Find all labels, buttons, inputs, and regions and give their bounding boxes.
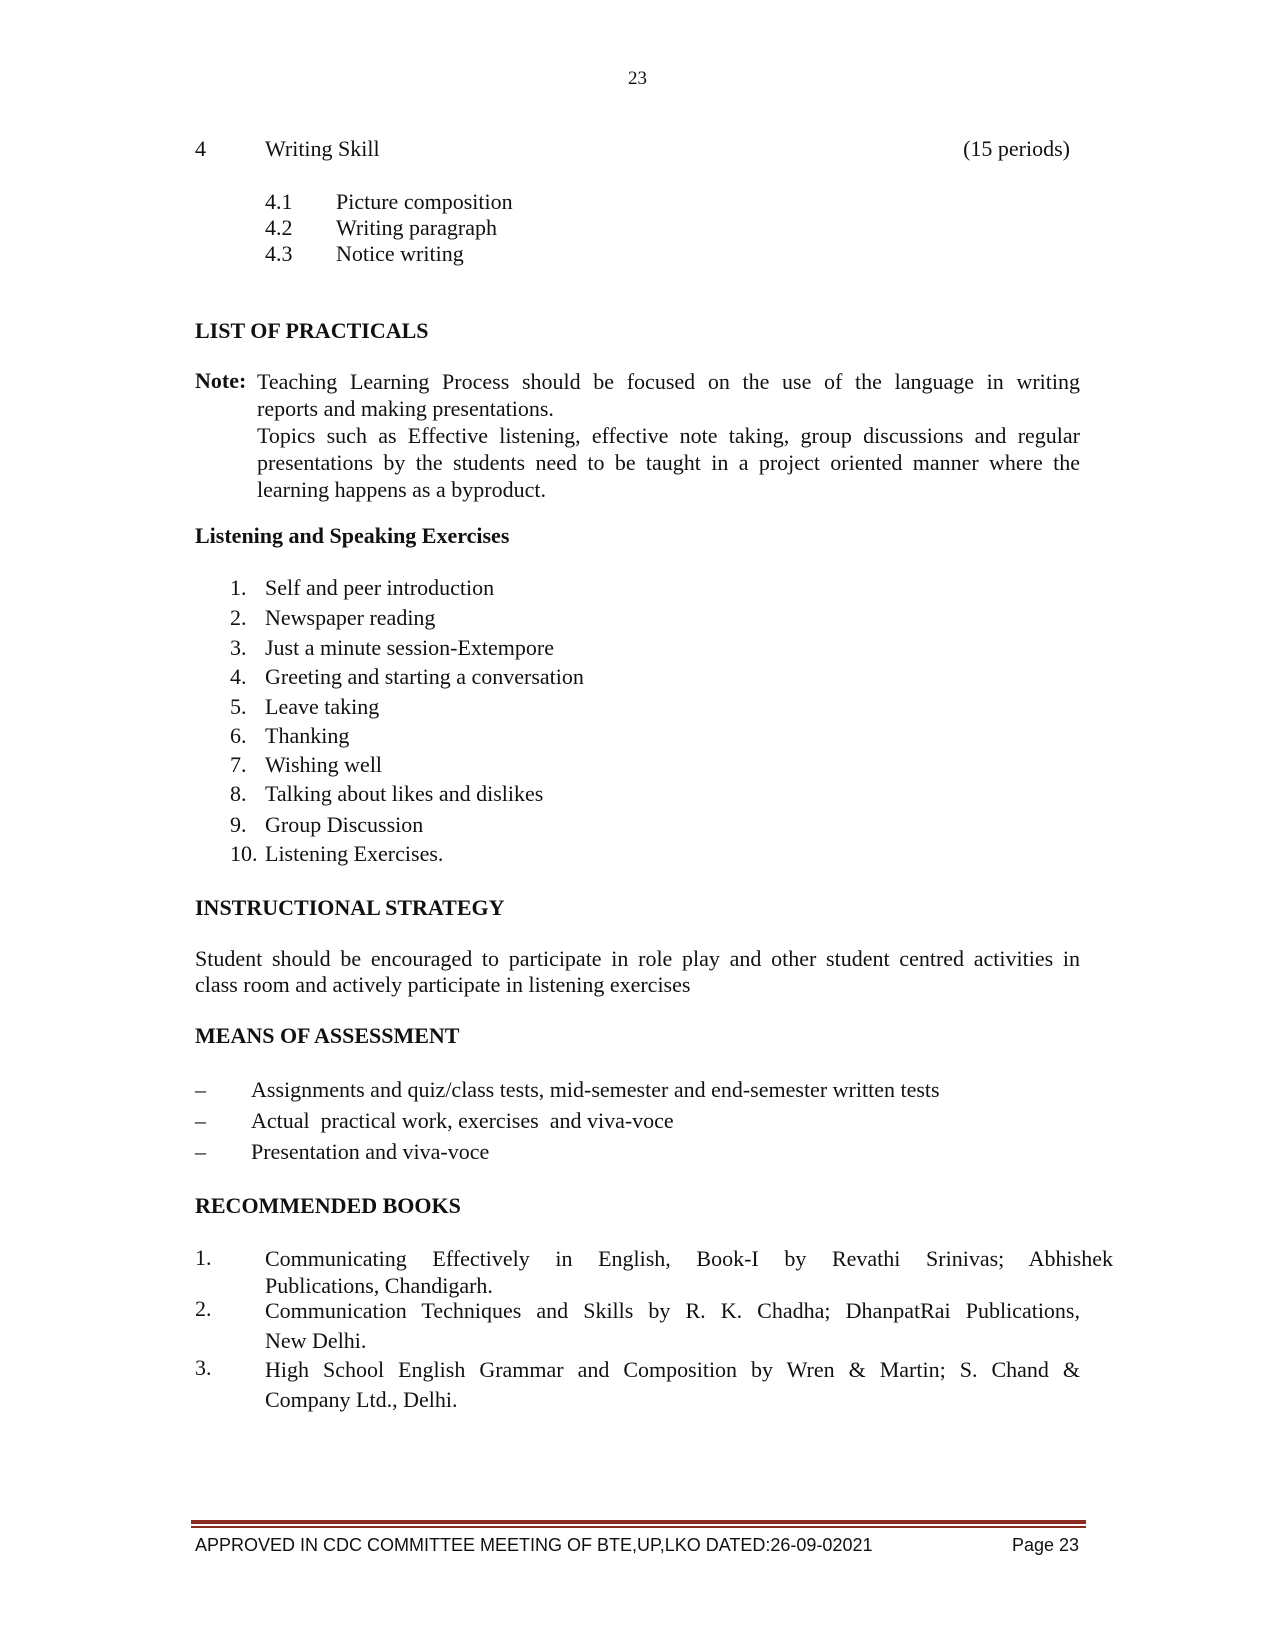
assessment-heading: MEANS OF ASSESSMENT xyxy=(195,1023,460,1048)
books-heading: RECOMMENDED BOOKS xyxy=(195,1193,461,1218)
subtopic-number: 4.1 xyxy=(265,189,293,214)
list-item-number: 4. xyxy=(230,664,247,689)
strategy-heading: INSTRUCTIONAL STRATEGY xyxy=(195,895,505,920)
list-item-number: 3. xyxy=(230,635,247,660)
list-item-number: 1. xyxy=(230,575,247,600)
list-item: Self and peer introduction xyxy=(265,575,495,600)
list-item: Talking about likes and dislikes xyxy=(265,781,544,806)
assessment-bullet: – xyxy=(195,1077,206,1102)
book-line: Publications, Chandigarh. xyxy=(265,1273,493,1298)
book-line: Company Ltd., Delhi. xyxy=(265,1387,458,1412)
unit-periods: (15 periods) xyxy=(963,136,1070,161)
listening-heading: Listening and Speaking Exercises xyxy=(195,523,510,548)
note-line: reports and making presentations. xyxy=(257,396,554,421)
list-item-number: 7. xyxy=(230,752,247,777)
list-item: Leave taking xyxy=(265,694,380,719)
note-label: Note: xyxy=(195,368,247,393)
assessment-bullet: – xyxy=(195,1139,206,1164)
list-item: Newspaper reading xyxy=(265,605,436,630)
footer-rule xyxy=(191,1526,1086,1528)
list-item-number: 5. xyxy=(230,694,247,719)
book-entry xyxy=(265,1245,1113,1299)
note-body xyxy=(257,368,1080,503)
unit-number: 4 xyxy=(195,136,206,161)
list-item-number: 8. xyxy=(230,781,247,806)
note-line: Topics such as Effective listening, effective note taking, group discussions and regular xyxy=(257,423,1080,448)
list-item: Thanking xyxy=(265,723,350,748)
practicals-heading: LIST OF PRACTICALS xyxy=(195,318,429,343)
book-number: 1. xyxy=(195,1245,212,1270)
note-line: presentations by the students need to be taught in a project oriented manner where the xyxy=(257,450,1080,475)
book-number: 2. xyxy=(195,1296,212,1321)
page-number-top: 23 xyxy=(628,68,647,89)
assessment-item: Presentation and viva-voce xyxy=(251,1139,490,1164)
book-line: Communicating Effectively in English, Book-I by Revathi Srinivas; Abhishek xyxy=(265,1246,1113,1271)
list-item-number: 2. xyxy=(230,605,247,630)
book-entry xyxy=(265,1296,1080,1356)
note-line: learning happens as a byproduct. xyxy=(257,477,546,502)
book-number: 3. xyxy=(195,1355,212,1380)
book-line: High School English Grammar and Composition by Wren & Martin; S. Chand & xyxy=(265,1357,1080,1382)
list-item: Wishing well xyxy=(265,752,383,777)
subtopic-text: Picture composition xyxy=(336,189,513,214)
list-item: Greeting and starting a conversation xyxy=(265,664,584,689)
list-item: Group Discussion xyxy=(265,812,424,837)
list-item: Listening Exercises. xyxy=(265,841,444,866)
strategy-line: class room and actively participate in listening exercises xyxy=(195,972,691,997)
assessment-item: Assignments and quiz/class tests, mid-semester and end-semester written tests xyxy=(251,1077,940,1102)
unit-title: Writing Skill xyxy=(265,136,380,161)
assessment-item: Actual practical work, exercises and viva-voce xyxy=(251,1108,674,1133)
footer-rule xyxy=(191,1520,1086,1524)
strategy-body xyxy=(195,946,1080,998)
list-item-number: 6. xyxy=(230,723,247,748)
subtopic-number: 4.2 xyxy=(265,215,293,240)
subtopic-text: Writing paragraph xyxy=(336,215,497,240)
strategy-line: Student should be encouraged to participate in role play and other student centred activities in xyxy=(195,946,1080,971)
subtopic-number: 4.3 xyxy=(265,241,293,266)
list-item-number: 10. xyxy=(230,841,258,866)
book-line: Communication Techniques and Skills by R. K. Chadha; DhanpatRai Publications, xyxy=(265,1298,1080,1323)
footer-approval: APPROVED IN CDC COMMITTEE MEETING OF BTE,UP,LKO DATED:26-09-02021 xyxy=(195,1535,873,1555)
note-line: Teaching Learning Process should be focused on the use of the language in writing xyxy=(257,369,1080,394)
book-line: New Delhi. xyxy=(265,1328,367,1353)
list-item-number: 9. xyxy=(230,812,247,837)
assessment-bullet: – xyxy=(195,1108,206,1133)
footer-page-number: Page 23 xyxy=(1011,1535,1079,1555)
book-entry xyxy=(265,1355,1080,1415)
subtopic-text: Notice writing xyxy=(336,241,464,266)
list-item: Just a minute session-Extempore xyxy=(265,635,555,660)
